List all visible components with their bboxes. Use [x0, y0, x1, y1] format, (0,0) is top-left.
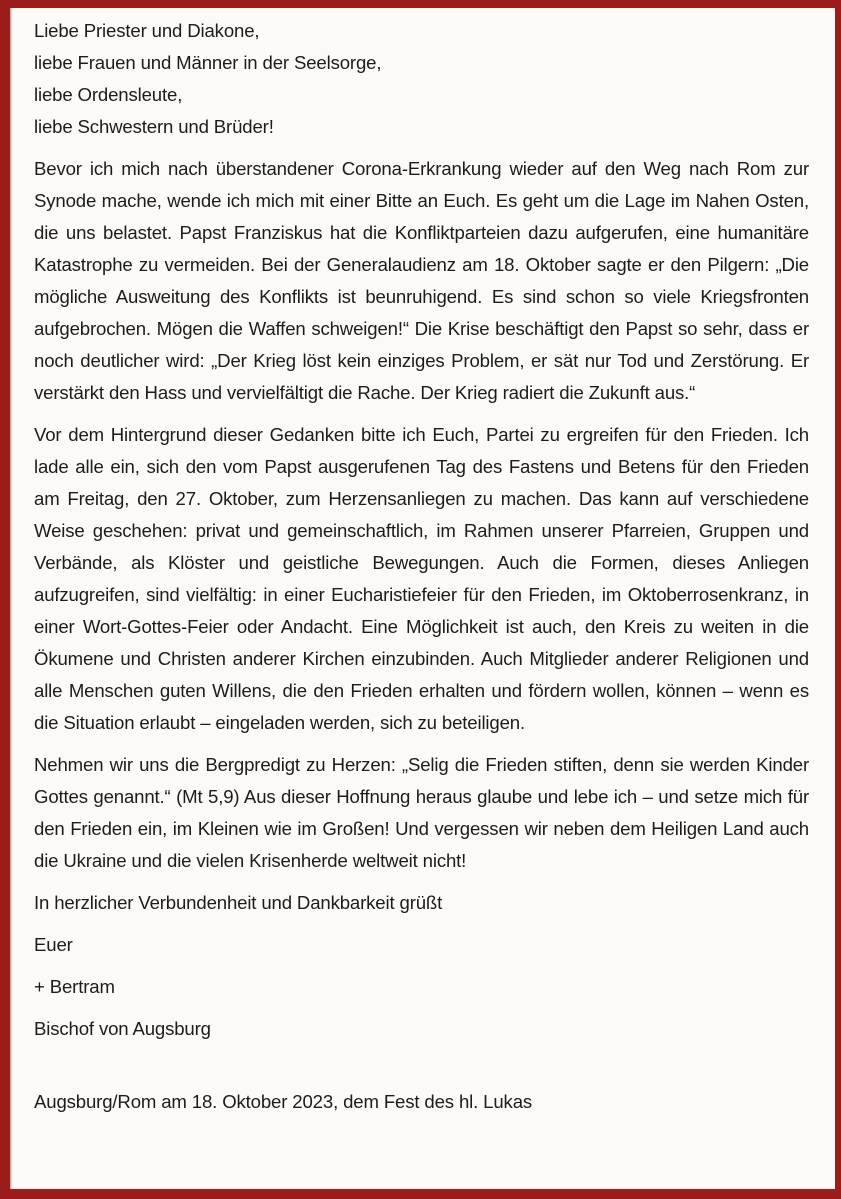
- closing-euer: Euer: [34, 934, 73, 955]
- letter-body: [10, 8, 835, 1189]
- body-paragraph: Vor dem Hintergrund dieser Gedanken bitte ich Euch, Partei zu ergreifen für den Frieden. Ich lade alle ein, sich den vom Papst ausgerufenen Tag des Fastens und Betens für den Frieden am Freitag, den 27. Oktober, zum Herzensanliegen zu machen. Das kann auf verschiedene Weise geschehen: privat und gemeinschaftlich, im Rahmen unserer Pfarreien, Gruppen und Verbände, als Klöster und geistliche Bewegungen. Auch die Formen, dieses Anliegen aufzugreifen, sind vielfältig: in einer Eucharistiefeier für den Frieden, im Oktoberrosenkranz, in einer Wort-Gottes-Feier oder Andacht. Eine Möglichkeit ist auch, den Kreis zu weiten in die Ökumene und Christen anderer Kirchen einzubinden. Auch Mitglieder anderer Religionen und alle Menschen guten Willens, die den Frieden erhalten und fördern wollen, können – wenn es die Situation erlaubt – eingeladen werden, sich zu beteiligen.: [34, 424, 809, 733]
- signature-title: Bischof von Augsburg: [34, 1018, 211, 1039]
- body-paragraph: Nehmen wir uns die Bergpredigt zu Herzen: „Selig die Frieden stiften, denn sie werden Kinder Gottes genannt.“ (Mt 5,9) Aus dieser Hoffnung heraus glaube und lebe ich – und setze mich für den Frieden ein, im Kleinen wie im Großen! Und vergessen wir neben dem Heiligen Land auch die Ukraine und die vielen Krisenherde weltweit nicht!: [34, 754, 809, 871]
- salutation-line: Liebe Priester und Diakone,: [34, 20, 260, 41]
- closing-block: [34, 887, 809, 1045]
- closing-greeting: In herzlicher Verbundenheit und Dankbarkeit grüßt: [34, 892, 443, 913]
- salutation-line: liebe Ordensleute,: [34, 84, 183, 105]
- body-paragraph: Bevor ich mich nach überstandener Corona-Erkrankung wieder auf den Weg nach Rom zur Synode mache, wende ich mich mit einer Bitte an Euch. Es geht um die Lage im Nahen Osten, die uns belastet. Papst Franziskus hat die Konfliktparteien dazu aufgerufen, eine humanitäre Katastrophe zu vermeiden. Bei der Generalaudienz am 18. Oktober sagte er den Pilgern: „Die mögliche Ausweitung des Konflikts ist beunruhigend. Es sind schon so viele Kriegsfronten aufgebrochen. Mögen die Waffen schweigen!“ Die Krise beschäftigt den Papst so sehr, dass er noch deutlicher wird: „Der Krieg löst kein einziges Problem, er sät nur Tod und Zerstörung. Er verstärkt den Hass und vervielfältigt die Rache. Der Krieg radiert die Zukunft aus.“: [34, 158, 809, 403]
- salutation-line: liebe Frauen und Männer in der Seelsorge,: [34, 52, 382, 73]
- salutation-line: liebe Schwestern und Brüder!: [34, 116, 274, 137]
- dateline: Augsburg/Rom am 18. Oktober 2023, dem Fest des hl. Lukas: [34, 1091, 533, 1112]
- signature-name: + Bertram: [34, 976, 115, 997]
- salutation-block: [34, 15, 809, 143]
